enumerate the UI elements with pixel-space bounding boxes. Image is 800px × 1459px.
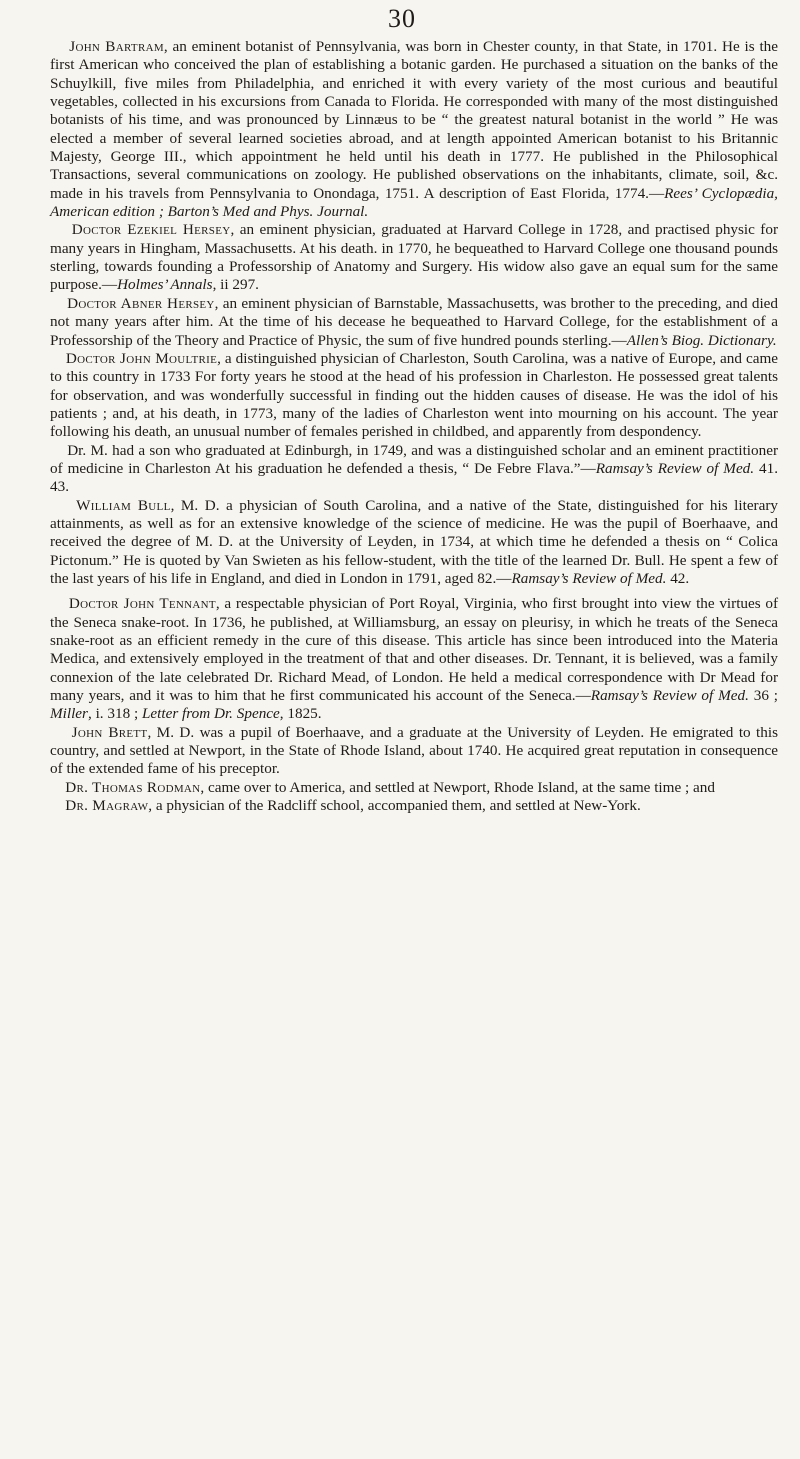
entry-text: Dr. M. had a son who graduated at Edinburgh, in 1749, and was a distinguished scholar and an eminent practitioner of medicine in Charleston At his graduation he defended a thesis, “ De Febre Flava.”— [50,441,778,477]
entry-text: , an eminent physician of Barnstable, Massachusetts, was brother to the preceding, and died not many years after him. At the time of his decease he bequeathed to Harvard College, for the establishment of a Professorship of the Theory and Practice of Physic, the sum of five hundred pounds sterling.— [50,294,779,349]
entry-name: William Bull [76,496,171,514]
entry-moultrie-son [50,442,778,497]
entry-source-ref: 42. [666,569,690,587]
page-number: 30 [388,4,416,33]
entry-source-ref: 41. 43. [50,459,779,496]
entry-source: Ramsay’s Review of Med. [511,569,667,587]
entry-magraw [50,797,778,815]
entry-name: Doctor Ezekiel Hersey [71,221,231,239]
entry-name: John Brett [71,723,148,741]
entry-text: , a physician of the Radcliff school, accompanied them, and settled at New-York. [148,797,641,815]
entry-name: Doctor John Tennant [68,595,216,613]
entry-source: Holmes’ Annals [117,276,213,294]
entry-text: , a respectable physician of Port Royal, Virginia, who first brought into view the virtues of the Seneca snake-root. In 1736, he published, at Williamsburg, an essay on pleurisy, in which he treats of the Seneca snake-root as an efficient remedy in the cure of this disease. This article has since been introduced into the Materia Medica, and extensively employed in the treatment of that and other diseases. Dr. Tennant, it is believed, was a family connexion of the late celebrated Dr. Richard Mead, of London. He held a medical correspondence with Dr Mead for many years, and it was to him that he first communicated his account of the Seneca.— [50,595,779,705]
entry-john-brett [50,724,778,779]
entry-name: Doctor Abner Hersey [67,294,215,312]
entry-source-2: Miller [50,705,88,723]
entry-source: Rees’ Cyclopædia, American edition ; Barton’s Med and Phys. Journal. [50,184,778,221]
entry-text: , an eminent physician, graduated at Harvard College in 1728, and practised physic for many years in Hingham, Massachusetts. At his death. in 1770, he bequeathed to Harvard College one thousand pounds sterling, towards founding a Professorship of Anatomy and Surgery. His widow also gave an equal sum for the same purpose.— [50,221,779,294]
entry-text: , M. D. was a pupil of Boerhaave, and a graduate at the University of Leyden. He emigrated to this country, and settled at Newport, in the State of Rhode Island, about 1740. He acquired great reputation in consequence of the extended fame of his preceptor. [50,723,778,778]
entry-john-tennant [50,595,778,723]
entry-text: , a distinguished physician of Charleston, South Carolina, was a native of Europe, and came to this country in 1733 For forty years he stood at the head of his profession in Charleston. He possessed great talents for observation, and was wonderfully successful in finding out the hidden causes of disease. He was the idol of his patients ; and, at his death, in 1773, many of the ladies of Charleston went into mourning on his account. The year following his death, an unusual number of females perished in childbed, and apparently from despondency. [50,349,778,441]
entry-source: Allen’s Biog. Dictionary. [626,331,777,349]
entry-source-ref-2: , i. 318 ; [87,705,142,723]
entry-text: , came over to America, and settled at Newport, Rhode Island, at the same time ; and [200,778,715,796]
entry-source: Ramsay’s Review of Med. [590,687,749,705]
entry-source-ref-3: , 1825. [279,705,322,723]
entry-name: Doctor John Moultrie [65,349,218,367]
entry-name: Dr. Magraw [65,797,149,815]
entry-source: Ramsay’s Review of Med. [595,459,755,477]
entry-source-3: Letter from Dr. Spence [141,705,280,723]
entry-source-ref: , ii 297. [212,276,259,294]
entry-thomas-rodman [50,779,778,797]
entry-name: Dr. Thomas Rodman [65,778,201,796]
body-text [50,38,778,815]
entry-name: John Bartram [69,38,164,55]
entry-abner-hersey [50,295,778,350]
entry-john-moultrie [50,350,778,442]
entry-john-bartram [50,38,778,221]
entry-ezekiel-hersey [50,221,778,294]
entry-text: , M. D. a physician of South Carolina, and a native of the State, distinguished for his literary attainments, as well as for an extensive knowledge of the science of medicine. He was the pupil of Boerhaave, and received the degree of M. D. at the University of Leyden, in 1734, at which time he defended a thesis on “ Colica Pictonum.” He is quoted by Van Swieten as his fellow-student, with the title of the learned Dr. Bull. He spent a few of the last years of his life in England, and died in London in 1791, aged 82.— [50,496,779,587]
entry-william-bull [50,497,778,589]
entry-text: , an eminent botanist of Pennsylvania, was born in Chester county, in that State, in 1701. He is the first American who conceived the plan of establishing a botanic garden. He purchased a situation on the banks of the Schuylkill, five miles from Philadelphia, and enriched it with every variety of the most curious and beautiful vegetables, collected in his excursions from Canada to Florida. He corresponded with many of the most distinguished botanists of his time, and was pronounced by Linnæus to be “ the greatest natural botanist in the world ” He was elected a member of several learned societies abroad, and at length appointed American botanist to his Britannic Majesty, George III., which appointment he held until his death in 1777. He published in the Philosophical Transactions, several communications on zoology. He published observations on the inhabitants, climate, soil, &c. made in his travels from Pennsylvania to Onondaga, 1751. A description of East Florida, 1774.— [50,38,778,202]
entry-source-ref: 36 ; [748,687,778,705]
